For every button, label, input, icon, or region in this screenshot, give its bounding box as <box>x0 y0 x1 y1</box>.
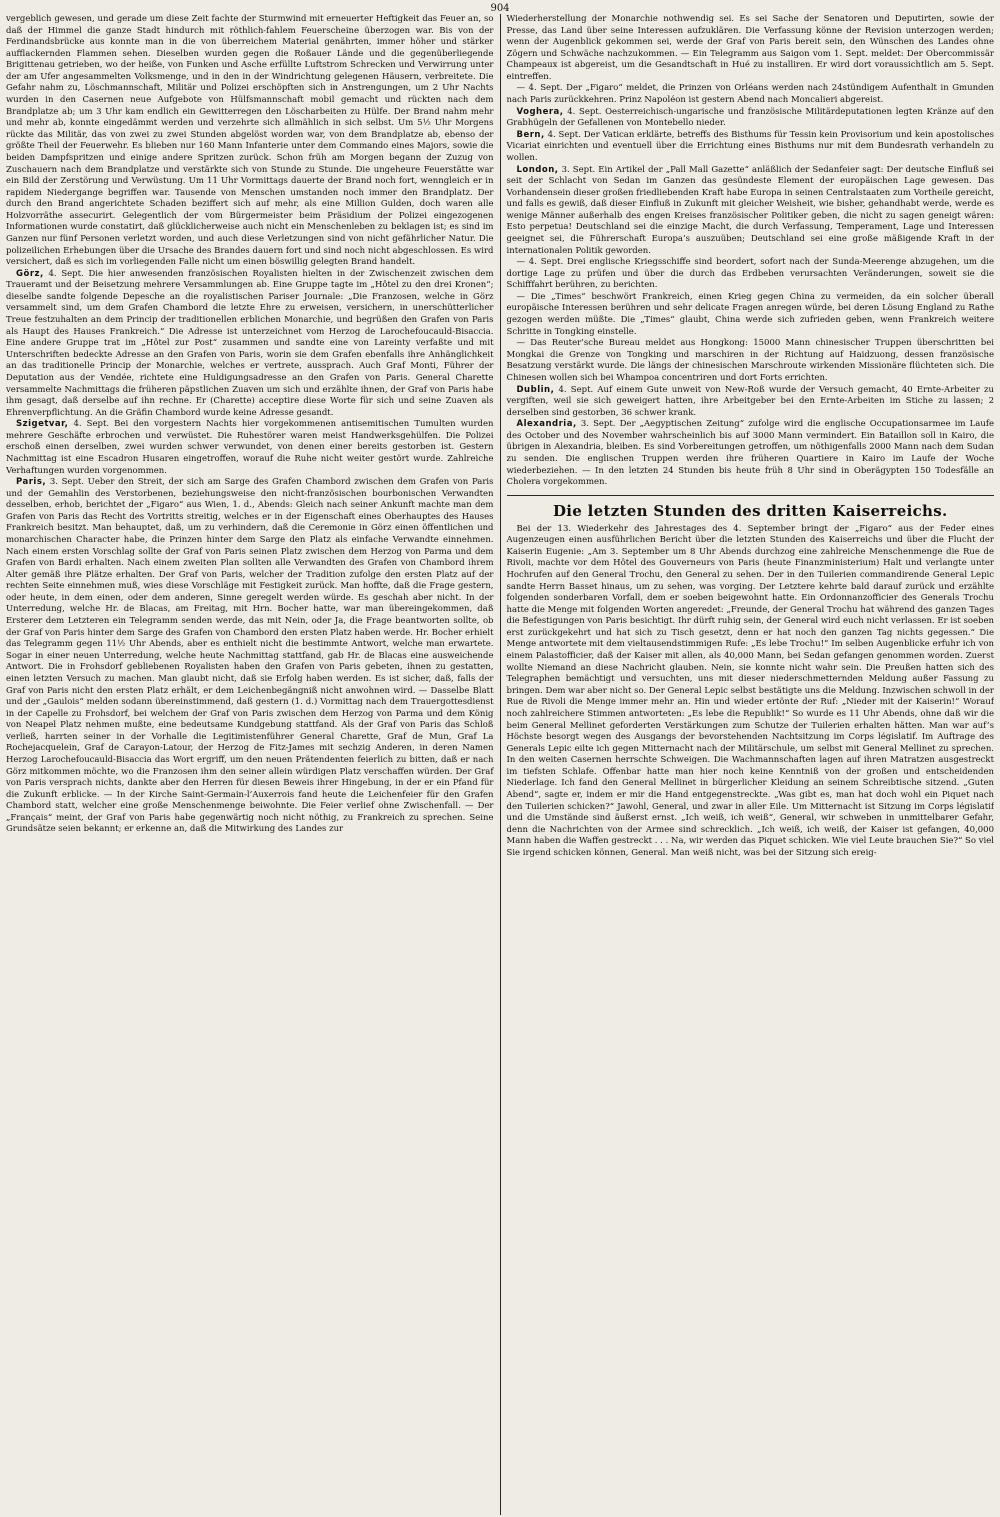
article-paragraph <box>507 385 995 420</box>
page-number: 904 <box>490 3 510 14</box>
paragraph-text: 4. Sept. Bei den vorgestern Nachts hier vorgekommenen antisemitischen Tumulten wurden mehrere Geschäfte erbrochen und verwüstet. Die Ruhestörer waren meist Handwerksgehülfen. Die Polizei erschoß einen derselben, zwei wurden schwer verwundet, von denen einer bereits gestorben ist. Gestern Nachmittag ist eine Escadron Husaren eingetroffen, worauf die Ruhe nicht weiter gestört wurde. Zahlreiche Verhaftungen wurden vorgenommen. <box>6 419 494 476</box>
feature-paragraph: Bei der 13. Wiederkehr des Jahrestages des 4. September bringt der „Figaro“ aus der Feder eines Augenzeugen einen ausführlichen Bericht über die letzten Stunden des Kaiserreichs und über die Flucht der Kaiserin Eugenie: „Am 3. September um 8 Uhr Abends durchzog eine zahlreiche Menschenmenge die Rue de Rivoli, machte vor dem Hôtel des Gouverneurs von Paris (heute Finanzministerium) Halt und verlangte unter Hochrufen auf den General Trochu, den General zu sehen. Der in den Tuilerien commandirende General Lepic sandte Herrn Basset hinaus, um zu sehen, was vorging. Der Letztere kehrte bald darauf zurück und erzählte folgenden sonderbaren Vorfall, dem er soeben beigewohnt hatte. Ein Ordonnanzofficier des Generals Trochu hatte die Menge mit folgenden Worten angeredet: „Freunde, der General Trochu hat während des ganzen Tages die Befestigungen von Paris besichtigt. Ihr dürft ruhig sein, der General wird euch nicht verlassen. Er ist soeben erst zurückgekehrt und hat sich zu Tisch gesetzt, denn er hat noch den ganzen Tag nichts gegessen.“ Die Menge antwortete mit dem vieltausendstimmigen Rufe: „Es lebe Trochu!“ Im selben Augenblicke erfuhr ich von einem Palastofficier, daß der Kaiser mit allen, als 40,000 Mann, bei Sedan gefangen genommen worden. Zuerst wollte Niemand an diese Nachricht glauben. Nein, sie konnte nicht wahr sein. Die Preußen hatten sich des Telegraphen bemächtigt und versuchten, uns mit dieser niederschmetternden Meldung außer Fassung zu bringen. Dem war aber nicht so. Der General Lepic selbst bestätigte uns die Meldung. Inzwischen schwoll in der Rue de Rivoli die Menge immer mehr an. Hin und wieder ertönte der Ruf: „Nieder mit der Kaiserin!“ Worauf noch zahlreichere Stimmen antworteten: „Es lebe die Republik!“ So wurde es 11 Uhr Abends, ohne daß wir die beim General Mellinet geforderten Verstärkungen zum Schutze der Tuilerien erhalten hätten. Man war auf’s Höchste besorgt wegen des Ausgangs der bevorstehenden Nachtsitzung im Corps législatif. Im Auftrage des Generals Lepic eilte ich gegen Mitternacht nach der Militärschule, um selbst mit General Mellinet zu sprechen. In den weiten Casernen herrschte Schweigen. Die Wachmannschaften lagen auf ihren Matratzen ausgestreckt im tiefsten Schlafe. Offenbar hatte man hier noch keine Kenntniß von der großen und entscheidenden Niederlage. Ich fand den General Mellinet in bürgerlicher Kleidung an seinem Schreibtische sitzend. „Guten Abend“, sagte er, indem er mir die Hand entgegenstreckte. „Was gibt es, man hat doch wohl ein Piquet nach den Tuilerien schicken?“ Jawohl, General, und zwar in aller Eile. Um Mitternacht ist Sitzung im Corps législatif und die Umstände sind äußerst ernst. „Ich weiß, ich weiß“, General, wir schweben in unmittelbarer Gefahr, denn die Nachrichten von der Armee sind schrecklich. „Ich weiß, ich weiß, der Kaiser ist gefangen, 40,000 Mann haben die Waffen gestreckt . . . Na, wir werden das Piquet schicken. Wie viel Leute brauchen Sie?“ So viel Sie irgend schicken können, General. Man weiß nicht, was bei der Sitzung sich ereig- <box>506 523 994 858</box>
paragraph-text: 4. Sept. Der Vatican erklärte, betreffs des Bisthums für Tessin kein Provisorium und kein apostolisches Vicariat einrichten und eventuell über die Errichtung eines Bisthums nur mit dem Bundesrath verhandeln zu wollen. <box>506 129 994 163</box>
paragraph-text: 3. Sept. Ueber den Streit, der sich am Sarge des Grafen Chambord zwischen dem Grafen von Paris und der Gemahlin des Verstorbenen, beziehungsweise den nicht-französischen bourbonischen Verwandten desselben, erhob, berichtet der „Figaro“ aus Wien, 1. d., Abends: Gleich nach seiner Ankunft machte man dem Grafen von Paris das Recht des Vortritts streitig, welches er in der Eigenschaft eines Oberhauptes des Hauses Frankreich besitzt. Man behauptet, daß, um zu verhindern, daß die Ceremonie in Görz einen öffentlichen und monarchischen Character habe, die Prinzen hinter dem Sarge den Platz als einfache Verwandte einnehmen. Nach einem ersten Vorschlag sollte der Graf von Paris seinen Platz zwischen dem Herzog von Parma und dem Grafen von Bardi erhalten. Nach einem zweiten Plan sollten alle Verwandten des Grafen von Chambord ihrem Alter gemäß ihre Plätze erhalten. Der Graf von Paris, welcher der Tradition zufolge den ersten Platz auf der rechten Seite einnehmen muß, wies diese Vorschläge mit Festigkeit zurück. Man hoffte, daß die Frage gestern, oder heute, in dem einen, oder dem anderen, Sinne geregelt werden würde. Es geschah aber nicht. In der Unterredung, welche Hr. de Blacas, am Freitag, mit Hrn. Bocher hatte, war man übereingekommen, daß Ersterer dem Letzteren ein Telegramm senden werde, das mit Nein, oder Ja, die Frage beantworten sollte, ob der Graf von Paris hinter dem Sarge des Grafen von Chambord den ersten Platz haben werde. Hr. Bocher erhielt das Telegramm gegen 11½ Uhr Abends, aber es enthielt nicht die bestimmte Antwort, welche man erwartete. Sogar in einer neuen Unterredung, welche heute Nachmittag stattfand, gab Hr. de Blacas eine ausweichende Antwort. Die in Frohsdorf gebliebenen Royalisten haben den Grafen von Paris gebeten, ihnen zu gestatten, einen letzten Versuch zu machen. Man glaubt nicht, daß sie Erfolg haben werden. Es ist sicher, daß, falls der Graf von Paris nicht den ersten Platz erhält, er dem Leichenbegängniß nicht anwohnen wird. — Dasselbe Blatt und der „Gaulois“ melden sodann übereinstimmend, daß gestern (1. d.) Vormittag nach dem Trauergottesdienst in der Capelle zu Frohsdorf, bei welchem der Graf von Paris zwischen dem Herzog von Parma und dem König von Neapel Platz nehmen mußte, eine bedeutsame Kundgebung stattfand. Als der Graf von Paris das Schloß verließ, harrten seiner in der Vorhalle die Legitimistenführer General Charette, Graf de Mun, Graf La Rochejacquelein, Graf de Carayon-Latour, der Herzog de Fitz-James mit sechzig Anderen, in deren Namen Herzog Larochefoucauld-Bisaccia das Wort ergriff, um den neuen Prätendenten feierlich zu bitten, daß er nach Görz mitkommen möchte, wo die Franzosen ihm den seiner allein würdigen Platz verschaffen würden. Der Graf von Paris versprach nichts, dankte aber den Herren für diesen Beweis ihrer Hingebung, in der er ein Pfand für die Zukunft erblicke. — In der Kirche Saint-Germain-l’Auxerrois fand heute die Leichenfeier für den Grafen Chambord statt, welcher eine große Menschenmenge beiwohnte. Die Feier verlief ohne Zwischenfall. — Der „Français“ meint, der Graf von Paris habe gegenwärtig noch nicht nöthig, zu Frankreich zu sprechen. Seine Grundsätze seien bekannt; er erkenne an, daß die Mitwirkung des Landes zur <box>6 477 494 835</box>
dateline-place: Voghera, <box>516 106 564 117</box>
article-paragraph <box>507 165 995 258</box>
dateline-place: Bern, <box>516 129 545 140</box>
article-paragraph <box>6 419 494 477</box>
article-paragraph <box>507 292 995 338</box>
article-paragraph <box>507 14 995 83</box>
article-paragraph <box>507 130 995 165</box>
dateline-place: Paris, <box>16 477 47 488</box>
paragraph-text: 3. Sept. Der „Aegyptischen Zeitung“ zufolge wird die englische Occupationsarmee im Laufe des October und des November wahrscheinlich bis auf 3000 Mann vermindert. Ein Bataillon soll in Kairo, die übrigen in Alexandria, bleiben. Es sind Vorbereitungen getroffen, um nöthigenfalls 2000 Mann nach dem Sudan zu senden. Die englischen Truppen werden ihre früheren Quartiere in Kairo im Laufe der Woche wiederbeziehen. — In den letzten 24 Stunden bis heute früh 8 Uhr sind in Oberägypten 150 Todesfälle an Cholera vorgekommen. <box>506 419 994 488</box>
article-paragraph <box>507 107 995 130</box>
feature-headline: Die letzten Stunden des dritten Kaiserreichs. <box>552 501 948 520</box>
article-paragraph <box>507 257 995 292</box>
article-paragraph <box>6 14 494 269</box>
article-paragraph <box>6 269 494 420</box>
columns <box>6 14 994 1515</box>
paragraph-text: vergeblich gewesen, und gerade um diese Zeit fachte der Sturmwind mit erneuerter Heftigkeit das Feuer an, so daß der Himmel die ganze Stadt hindurch mit röthlich-fahlem Feuerscheine überzogen war. Bis von der Ferdinandsbrücke aus konnte man in die von überreichem Material genährten, immer höher und stärker aufflackernden Flammen sehen. Dieselben wurden gegen die Roßauer Lände und die gegenüberliegende Brigittenau getrieben, wo der heiße, von Funken und Asche erfüllte Luftstrom Schrecken und Verwirrung unter der am Ufer angesammelten Volksmenge, und in den in der Windrichtung gelegenen Häusern, verbreitete. Die Gefahr nahm zu, Löschmannschaft, Militär und Polizei erschöpften sich in Anstrengungen, um 2 Uhr Nachts wurden in den Casernen neue Aufgebote von Hülfsmannschaft mobil gemacht und rückten nach dem Brandplatze ab; um 3 Uhr kam endlich ein Gewitterregen den Löscharbeiten zu Hülfe. Der Brand nahm mehr und mehr ab, konnte eingedämmt werden und verzehrte sich allmählich in sich selbst. Um 5½ Uhr Morgens rückte das Militär, das von zwei zu zwei Stunden abgelöst worden war, von dem Brandplatze ab, ebenso der größte Theil der Feuerwehr. Es blieben nur 160 Mann Infanterie unter dem Commando eines Majors, sowie die beiden Dampfspritzen und einige andere Spritzen zurück. Schon früh am Morgen begann der Zuzug von Zuschauern nach dem Brandplatze und verstärkte sich von Stunde zu Stunde. Die ungeheure Feuerstätte war ein Bild der Zerstörung und Verwüstung. Um 11 Uhr Vormittags dauerte der Brand noch fort, wenngleich er in rapidem Niedergange begriffen war. Tausende von Menschen umstanden noch immer den Brandplatz. Der durch den Brand angerichtete Schaden beziffert sich auf mehr, als eine Million Gulden, doch waren alle Holzvorräthe assecurirt. Gelegentlich der vom Bürgermeister beim Präsidium der Polizei eingezogenen Informationen wurde constatirt, daß glücklicherweise auch nicht ein Menschenleben zu beklagen ist; es sind im Ganzen nur fünf Personen verletzt worden, und auch diese Verletzungen sind von nicht gefährlicher Natur. Die polizeilichen Erhebungen über die Ursache des Brandes dauern fort und sind noch nicht abgeschlossen. Es wird versichert, daß es sich im vorliegenden Falle nicht um einen böswillig gelegten Brand handelt. <box>6 14 494 268</box>
article-paragraph <box>6 477 494 836</box>
article-paragraph <box>507 419 995 488</box>
dateline-place: Dublin, <box>516 384 555 395</box>
paragraph-text: Wiederherstellung der Monarchie nothwendig sei. Es sei Sache der Senatoren und Deputirten, sowie der Presse, das Land über seine Interessen aufzuklären. Die Verfassung könne der Revision unterzogen werden; wenn der Augenblick gekommen sei, werde der Graf von Paris bereit sein, den Wünschen des Landes ohne Zögern und Schwäche nachzukommen. — Ein Telegramm aus Saigon vom 1. Sept. meldet: Der Obercommissär Champeaux ist abgereist, um die Gesandtschaft in Hué zu installiren. Er wird dort voraussichtlich am 5. Sept. eintreffen. <box>506 14 994 82</box>
dateline-place: London, <box>516 164 559 175</box>
dateline-place: Szigetvar, <box>16 419 69 430</box>
article-paragraph <box>507 83 995 106</box>
paragraph-text: — 4. Sept. Drei englische Kriegsschiffe sind beordert, sofort nach der Sunda-Meerenge abzugehen, um die dortige Lage zu prüfen und über die durch das Erdbeben verursachten Veränderungen, soweit sie die Schifffahrt berühren, zu berichten. <box>506 257 994 291</box>
article-paragraph <box>507 338 995 384</box>
paragraph-text: 4. Sept. Auf einem Gute unweit von New-Roß wurde der Versuch gemacht, 40 Ernte-Arbeiter zu vergiften, weil sie sich geweigert hatten, ihre Arbeitgeber bei den Ernte-Arbeiten im Stiche zu lassen; 2 derselben sind gestorben, 36 schwer krank. <box>506 384 994 418</box>
paragraph-text: — Die „Times“ beschwört Frankreich, einen Krieg gegen China zu vermeiden, da ein solcher überall europäische Interessen berühren und sehr delicate Fragen anregen würde, bei deren Lösung England zu Rathe gezogen werden müßte. Die „Times“ glaubt, China werde sich zufrieden geben, wenn Frankreich weitere Schritte in Tongking einstelle. <box>506 291 994 337</box>
paragraph-text: 4. Sept. Die hier anwesenden französischen Royalisten hielten in der Zwischenzeit zwischen dem Traueramt und der Beisetzung mehrere Versammlungen ab. Eine Gruppe tagte im „Hôtel zu den drei Kronen“; dieselbe sandte folgende Depesche an die royalistischen Pariser Journale: „Die Franzosen, welche in Görz versammelt sind, um dem Grafen Chambord die letzte Ehre zu erweisen, versichern, in unerschütterlicher Treue festzuhalten an dem Princip der traditionellen erblichen Monarchie, und begrüßen den Grafen von Paris als Haupt des Hauses Frankreich.“ Die Adresse ist unterzeichnet vom Herzog de Larochefoucauld-Bisaccia. Eine andere Gruppe trat im „Hôtel zur Post“ zusammen und sandte eine von Lareinty verfaßte und mit Unterschriften bedeckte Adresse an den Grafen von Paris, worin sie dem Grafen ebenfalls ihre Anhänglichkeit an das traditionelle Princip der Monarchie, welches er vertrete, aussprach. Auch Graf Monti, Führer der Deputation aus der Vendée, richtete eine Huldigungsadresse an den Grafen von Paris. General Charette versammelte Nachmittags die früheren päpstlichen Zuaven um sich und erzählte ihnen, der Graf von Paris habe ihm gesagt, daß derselbe auf ihn rechne. Er (Charette) acceptire diese Worte für sich und seine Zuaven als Ehrenverpflichtung. An die Gräfin Chambord wurde keine Adresse gesandt. <box>6 268 494 418</box>
news-dispatches <box>507 14 995 489</box>
dateline-place: Görz, <box>16 268 44 279</box>
paragraph-text: — 4. Sept. Der „Figaro“ meldet, die Prinzen von Orléans werden nach 24stündigem Aufenthalt in Gmunden nach Paris zurückkehren. Prinz Napoléon ist gestern Abend nach Moncalieri abgereist. <box>506 83 994 106</box>
right-column <box>501 14 995 1515</box>
feature-body <box>507 524 995 860</box>
paragraph-text: 4. Sept. Oesterreichisch-ungarische und französische Militärdeputationen legten Kränze auf den Grabhügeln der Gefallenen von Montebello nieder. <box>506 106 994 129</box>
left-column <box>6 14 500 1515</box>
paragraph-text: — Das Reuter’sche Bureau meldet aus Hongkong: 15000 Mann chinesischer Truppen überschritten bei Mongkai die Grenze von Tongking und marschiren in der Richtung auf Haidzuong, dessen französische Besatzung verstärkt wurde. Die längs der chinesischen Marschroute wirkenden Missionäre flüchteten sich. Die Chinesen wollen sich bei Whampoa concentriren und dort Forts errichten. <box>506 338 994 383</box>
section-separator <box>507 495 995 496</box>
dateline-place: Alexandria, <box>516 419 577 430</box>
paragraph-text: 3. Sept. Ein Artikel der „Pall Mall Gazette“ anläßlich der Sedanfeier sagt: Der deutsche Einfluß sei seit der Schlacht von Sedan im Ganzen das gesündeste Element der europäischen Lage gewesen. Das Vorhandensein dieser großen friedliebenden Kraft habe Europa in seinen Centralstaaten zum Vortheile gereicht, und falls es gewiß, daß dieser Einfluß in Zukunft mit gleicher Weisheit, wie bisher, gehandhabt werde, werde es wenige Männer außerhalb des engen Kreises französischer Politiker geben, die nicht zu sagen geneigt wären: Esto perpetua! Deutschland sei die einzige Macht, die durch Verfassung, Temperament, Lage und Interessen geeignet sei, die Führerschaft Europa’s auszuüben; Deutschland sei eine große mäßigende Kraft in der internationalen Politik geworden. <box>506 164 994 256</box>
